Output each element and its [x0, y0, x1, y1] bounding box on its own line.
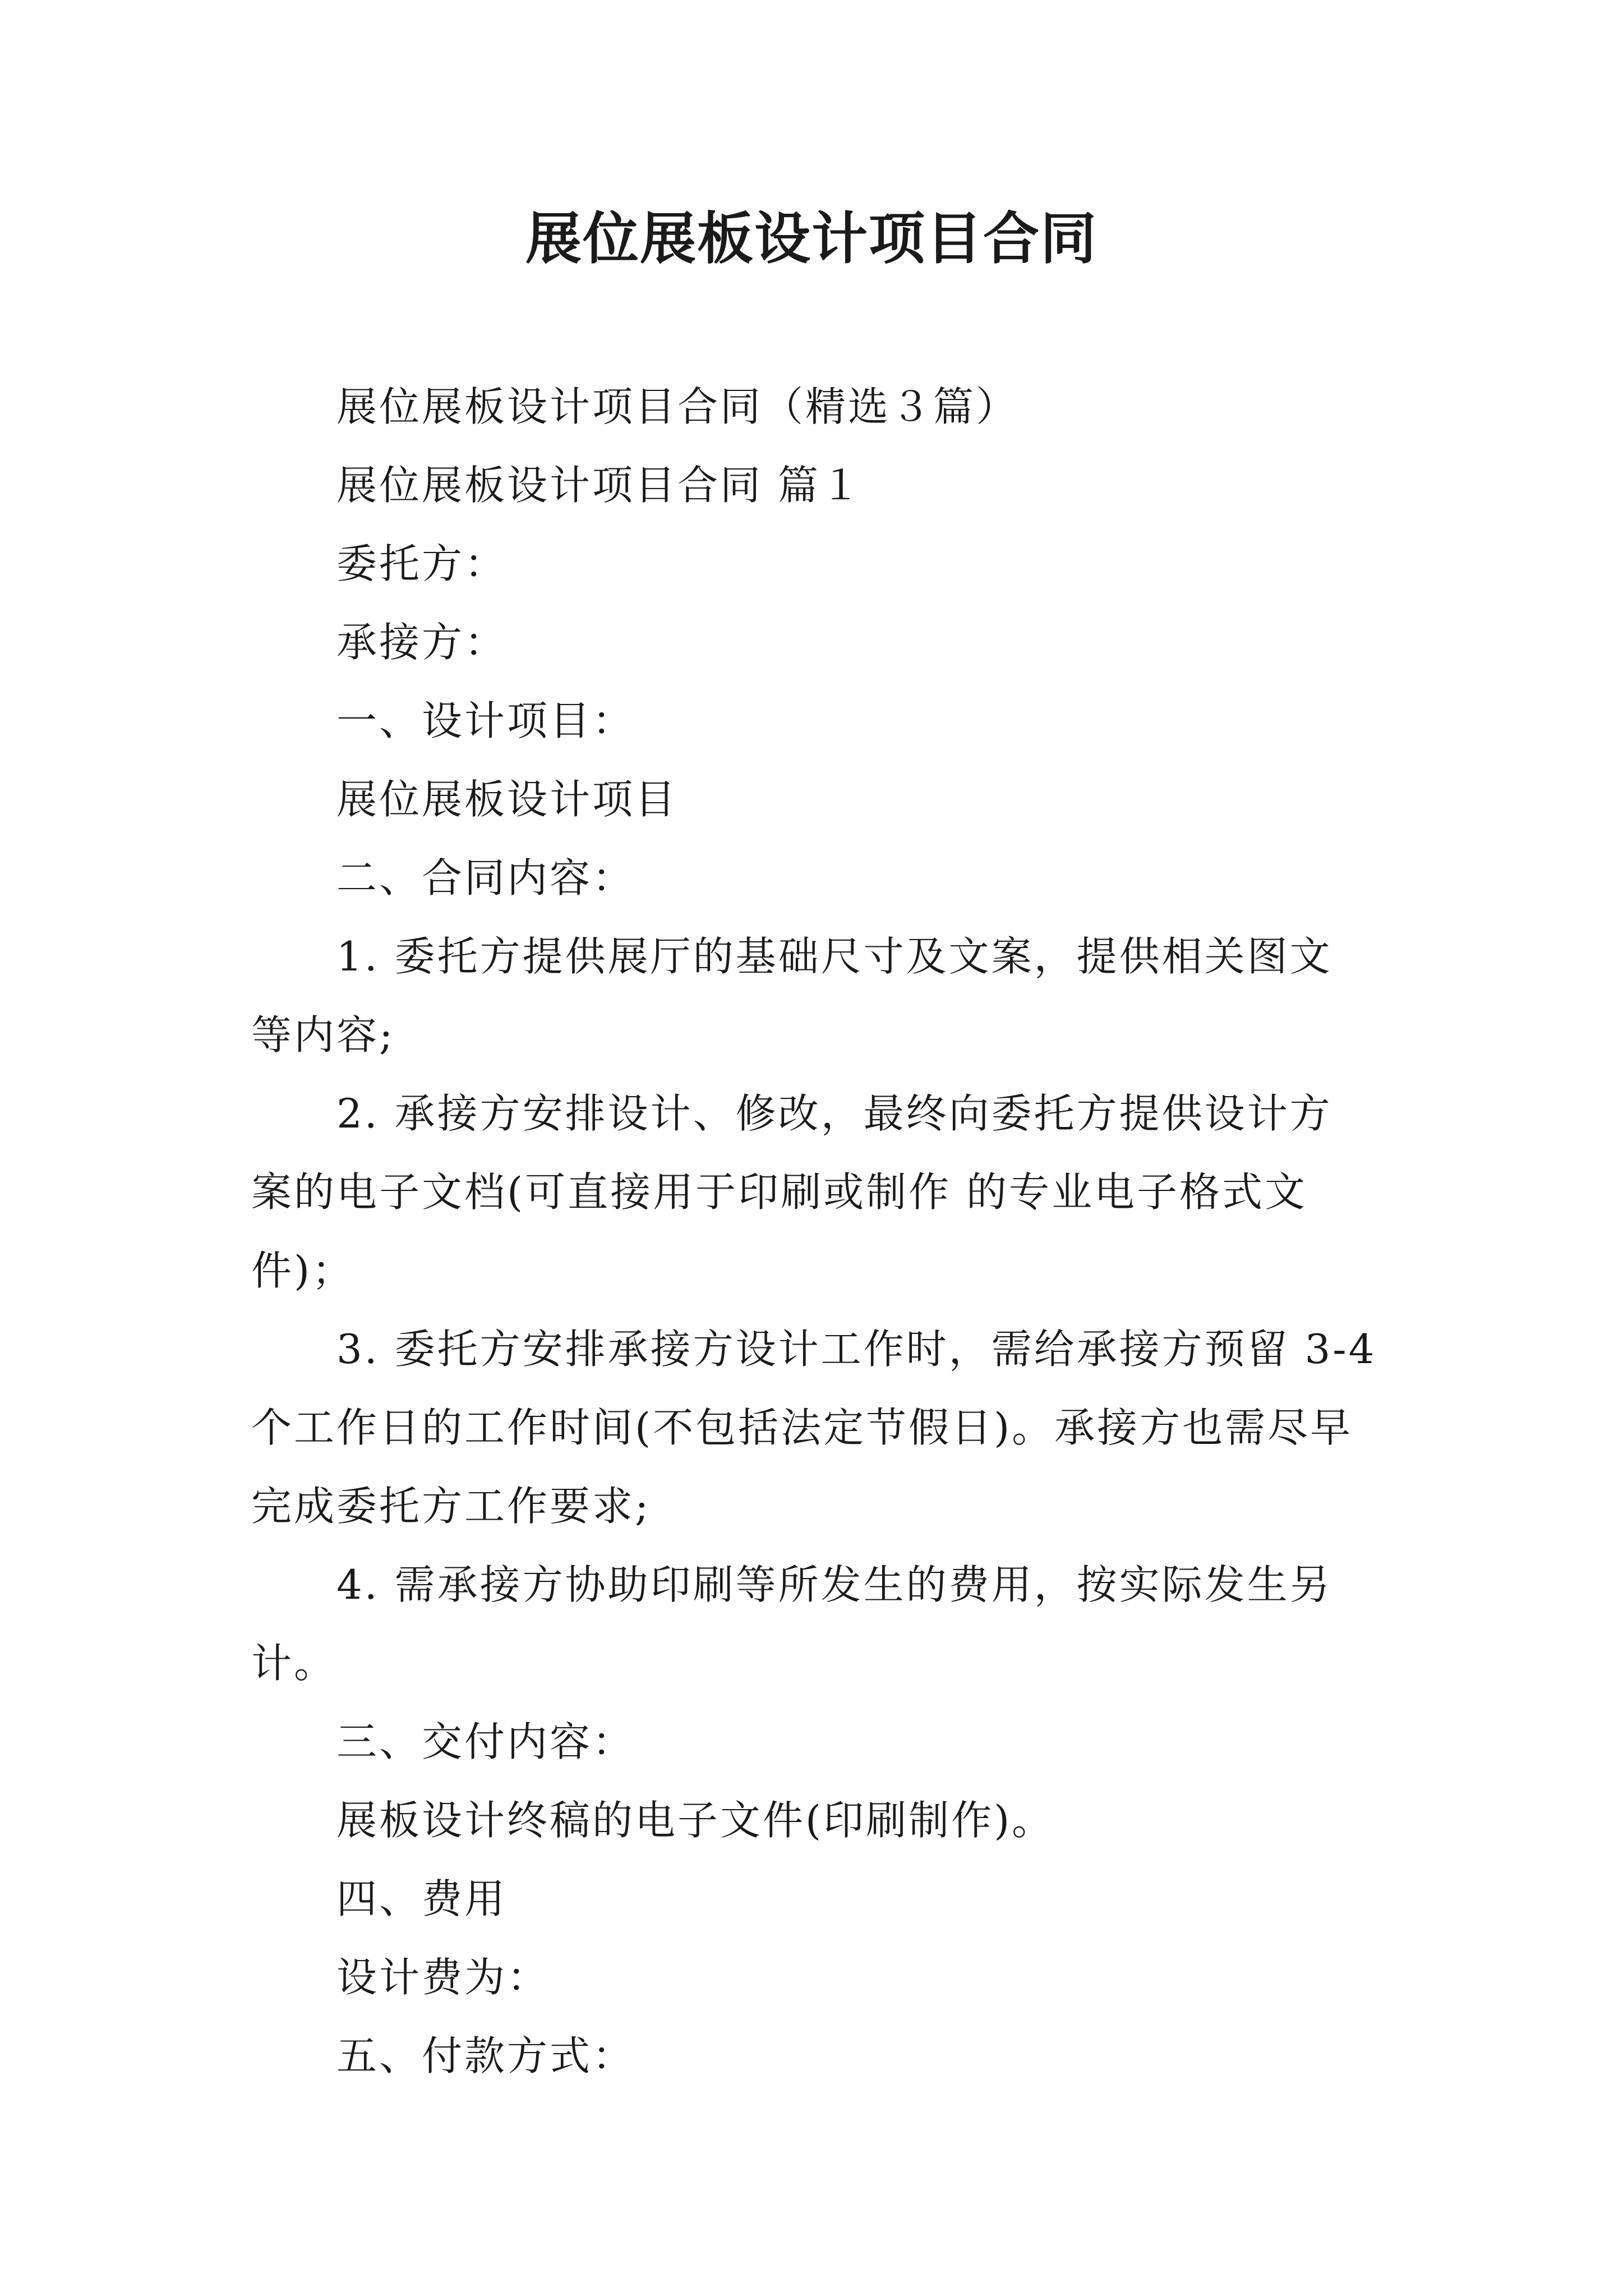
- section5-heading: 五、付款方式：: [336, 2032, 635, 2079]
- item1-line2: 等内容;: [251, 1011, 395, 1059]
- section2-heading: 二、合同内容：: [336, 854, 635, 901]
- contractor-label: 承接方：: [336, 619, 508, 666]
- item2-line3: 件)；: [251, 1247, 355, 1294]
- item2-line2: 案的电子文档(可直接用于印刷或制作 的专业电子格式文: [251, 1168, 1307, 1216]
- section1-heading: 一、设计项目：: [336, 697, 635, 744]
- item3-line1: 3. 委托方安排承接方设计工作时，需给承接方预留 3-4: [336, 1326, 1377, 1373]
- item4-line1: 4. 需承接方协助印刷等所发生的费用，按实际发生另: [336, 1561, 1332, 1608]
- part-heading: 展位展板设计项目合同 篇１: [336, 462, 863, 509]
- section3-heading: 三、交付内容：: [336, 1718, 635, 1765]
- item4-line2: 计。: [251, 1640, 337, 1687]
- item3-line3: 完成委托方工作要求;: [251, 1483, 651, 1530]
- section3-content: 展板设计终稿的电子文件(印刷制作)。: [336, 1797, 1055, 1844]
- item2-line1: 2. 承接方安排设计、修改，最终向委托方提供设计方: [336, 1090, 1332, 1137]
- document-subtitle: 展位展板设计项目合同（精选３篇）: [336, 383, 1019, 430]
- section1-content: 展位展板设计项目: [336, 776, 678, 823]
- client-label: 委托方：: [336, 540, 508, 587]
- item3-line2: 个工作日的工作时间(不包括法定节假日)。承接方也需尽早: [251, 1404, 1353, 1451]
- document-title: 展位展板设计项目合同: [525, 205, 1098, 272]
- item1-line1: 1. 委托方提供展厅的基础尺寸及文案，提供相关图文: [336, 933, 1332, 980]
- section4-content: 设计费为：: [336, 1954, 550, 2001]
- section4-heading: 四、费用: [336, 1875, 508, 1922]
